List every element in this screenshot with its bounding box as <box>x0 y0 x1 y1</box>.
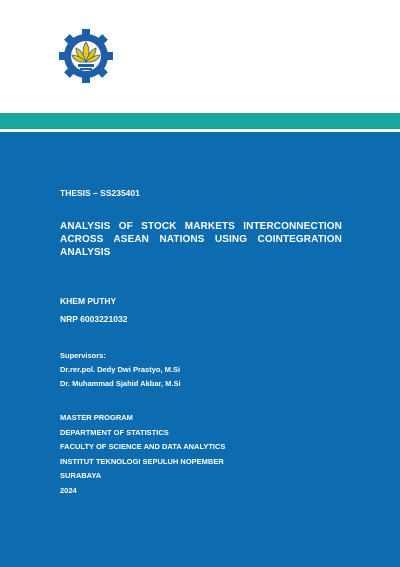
author-name: KHEM PUTHY <box>60 296 117 306</box>
institution-block <box>60 411 300 498</box>
institution-program: MASTER PROGRAM <box>60 413 133 422</box>
institution-department: DEPARTMENT OF STATISTICS <box>60 427 169 437</box>
its-logo-icon <box>56 26 116 86</box>
institution-year: 2024 <box>60 485 77 495</box>
institution-city: SURABAYA <box>60 471 102 480</box>
institution-name: INSTITUT TEKNOLOGI SEPULUH NOPEMBER <box>60 456 224 466</box>
teal-stripe <box>0 113 400 129</box>
supervisor-name: Dr.rer.pol. Dedy Dwi Prastyo, M.Si <box>60 365 181 374</box>
institution-faculty: FACULTY OF SCIENCE AND DATA ANALYTICS <box>60 442 226 451</box>
supervisor-name: Dr. Muhammad Sjahid Akbar, M.Si <box>60 379 181 388</box>
supervisors-label: Supervisors: <box>60 351 106 360</box>
thesis-code: THESIS – SS235401 <box>60 188 140 198</box>
thesis-title: ANALYSIS OF STOCK MARKETS INTERCONNECTION ACROSS ASEAN NATIONS USING COINTEGRATION ANALYSIS <box>60 221 342 258</box>
cover-header <box>0 0 400 113</box>
author-nrp: NRP 6003221032 <box>60 314 128 324</box>
